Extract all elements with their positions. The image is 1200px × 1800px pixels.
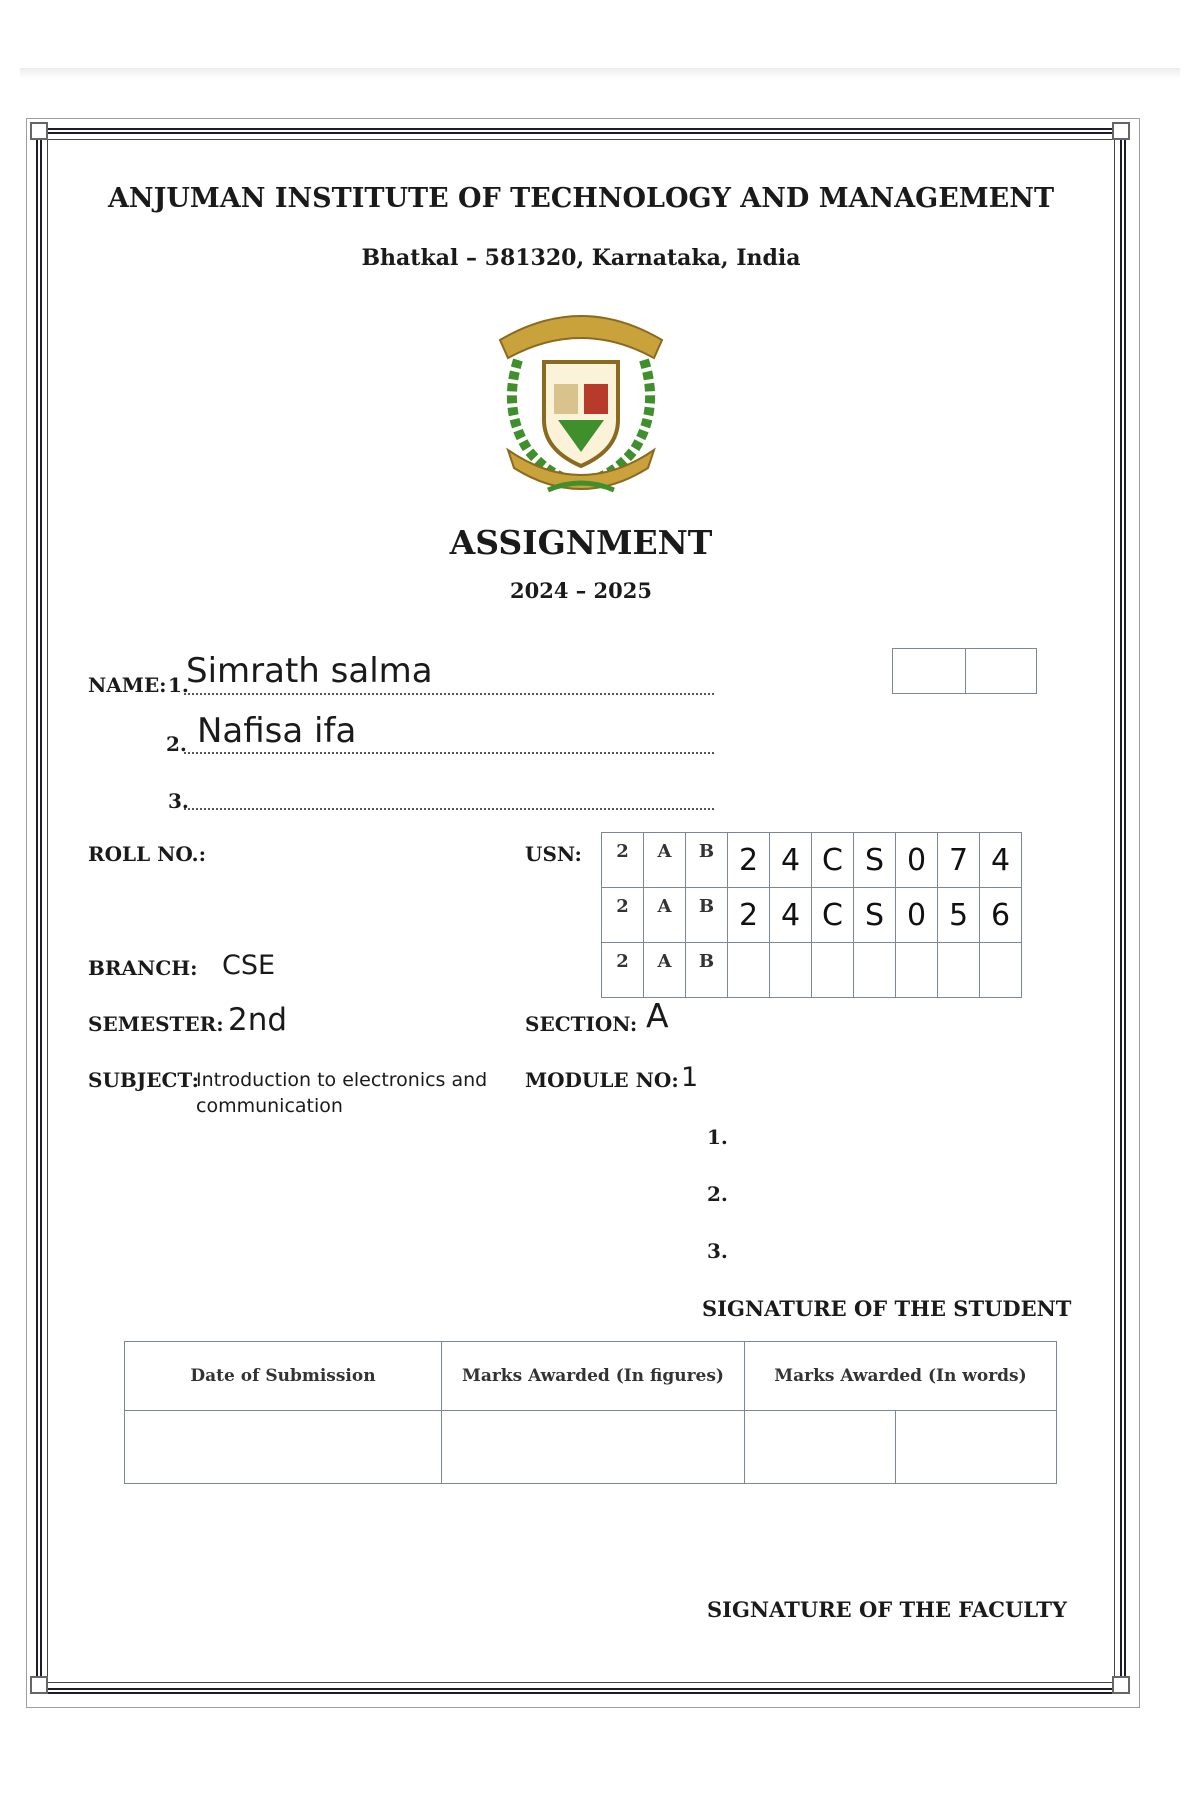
usn-cell[interactable]: 4 xyxy=(770,888,812,943)
college-crest-icon xyxy=(488,300,674,500)
usn-cell[interactable]: C xyxy=(812,833,854,888)
subject-label: SUBJECT: xyxy=(88,1068,199,1092)
usn-cell[interactable]: 4 xyxy=(770,833,812,888)
signature-number: 2. xyxy=(707,1182,728,1206)
marks-words-cell[interactable] xyxy=(896,1411,1057,1484)
marks-table xyxy=(124,1341,1057,1484)
marks-words-cell[interactable] xyxy=(745,1411,896,1484)
signature-number: 1. xyxy=(707,1125,728,1149)
usn-cell: 2 xyxy=(602,888,644,943)
usn-cell[interactable] xyxy=(728,943,770,998)
border-corner xyxy=(30,1676,48,1694)
usn-cell[interactable]: 0 xyxy=(896,888,938,943)
table-row xyxy=(125,1342,1057,1411)
table-row xyxy=(125,1411,1057,1484)
usn-cell[interactable] xyxy=(854,943,896,998)
box-field[interactable] xyxy=(892,648,966,694)
name-line xyxy=(184,693,714,695)
name-number: 1. xyxy=(168,673,189,697)
usn-cell: B xyxy=(686,833,728,888)
marks-figures-header: Marks Awarded (In figures) xyxy=(442,1342,745,1411)
usn-cell: A xyxy=(644,888,686,943)
section-label: SECTION: xyxy=(525,1012,638,1036)
usn-cell: 2 xyxy=(602,833,644,888)
usn-row xyxy=(602,888,1022,943)
usn-cell[interactable] xyxy=(938,943,980,998)
academic-year: 2024 – 2025 xyxy=(509,578,653,603)
usn-cell[interactable]: 2 xyxy=(728,888,770,943)
usn-row xyxy=(602,833,1022,888)
usn-cell[interactable] xyxy=(770,943,812,998)
institute-address: Bhatkal – 581320, Karnataka, India xyxy=(361,245,801,271)
section-value[interactable]: A xyxy=(646,996,669,1035)
border-corner xyxy=(1112,122,1130,140)
usn-cell[interactable] xyxy=(896,943,938,998)
border-corner xyxy=(30,122,48,140)
usn-cell[interactable] xyxy=(980,943,1022,998)
branch-label: BRANCH: xyxy=(88,956,198,980)
usn-cell[interactable]: S xyxy=(854,833,896,888)
date-of-submission-cell[interactable] xyxy=(125,1411,442,1484)
usn-cell: A xyxy=(644,943,686,998)
name-line xyxy=(184,808,714,810)
usn-cell[interactable]: 7 xyxy=(938,833,980,888)
name-line xyxy=(184,752,714,754)
usn-cell[interactable]: 4 xyxy=(980,833,1022,888)
roll-label: ROLL NO.: xyxy=(88,842,207,866)
usn-cell[interactable] xyxy=(812,943,854,998)
usn-cell: A xyxy=(644,833,686,888)
faculty-signature-label: SIGNATURE OF THE FACULTY xyxy=(707,1597,1067,1622)
usn-cell[interactable]: 0 xyxy=(896,833,938,888)
usn-row xyxy=(602,943,1022,998)
branch-value[interactable]: CSE xyxy=(222,950,276,981)
subject-value-line2[interactable]: communication xyxy=(196,1095,343,1117)
document-title: ASSIGNMENT xyxy=(449,523,713,562)
student-name-2[interactable]: Nafisa ifa xyxy=(197,711,357,751)
semester-value[interactable]: 2nd xyxy=(228,1002,288,1038)
usn-cell: 2 xyxy=(602,943,644,998)
name-label: NAME: xyxy=(88,673,167,697)
top-shadow-strip xyxy=(20,68,1180,78)
signature-number: 3. xyxy=(707,1239,728,1263)
marks-figures-cell[interactable] xyxy=(442,1411,745,1484)
usn-cell: B xyxy=(686,888,728,943)
usn-grid xyxy=(601,832,1022,998)
box-field[interactable] xyxy=(964,648,1037,694)
usn-label: USN: xyxy=(525,842,582,866)
name-number: 3. xyxy=(168,789,189,813)
institute-name: ANJUMAN INSTITUTE OF TECHNOLOGY AND MANAGEMENT xyxy=(107,183,1055,214)
usn-cell[interactable]: C xyxy=(812,888,854,943)
name-number: 2. xyxy=(166,732,187,756)
marks-words-header: Marks Awarded (In words) xyxy=(745,1342,1057,1411)
module-value[interactable]: 1 xyxy=(681,1062,699,1093)
usn-cell[interactable]: 6 xyxy=(980,888,1022,943)
student-signature-label: SIGNATURE OF THE STUDENT xyxy=(702,1296,1072,1321)
usn-cell: B xyxy=(686,943,728,998)
module-label: MODULE NO: xyxy=(525,1068,679,1092)
border-corner xyxy=(1112,1676,1130,1694)
usn-cell[interactable]: 5 xyxy=(938,888,980,943)
date-of-submission-header: Date of Submission xyxy=(125,1342,442,1411)
student-name-1[interactable]: Simrath salma xyxy=(186,651,433,691)
usn-cell[interactable]: 2 xyxy=(728,833,770,888)
usn-cell[interactable]: S xyxy=(854,888,896,943)
subject-value-line1[interactable]: Introduction to electronics and xyxy=(196,1069,488,1091)
semester-label: SEMESTER: xyxy=(88,1012,224,1036)
